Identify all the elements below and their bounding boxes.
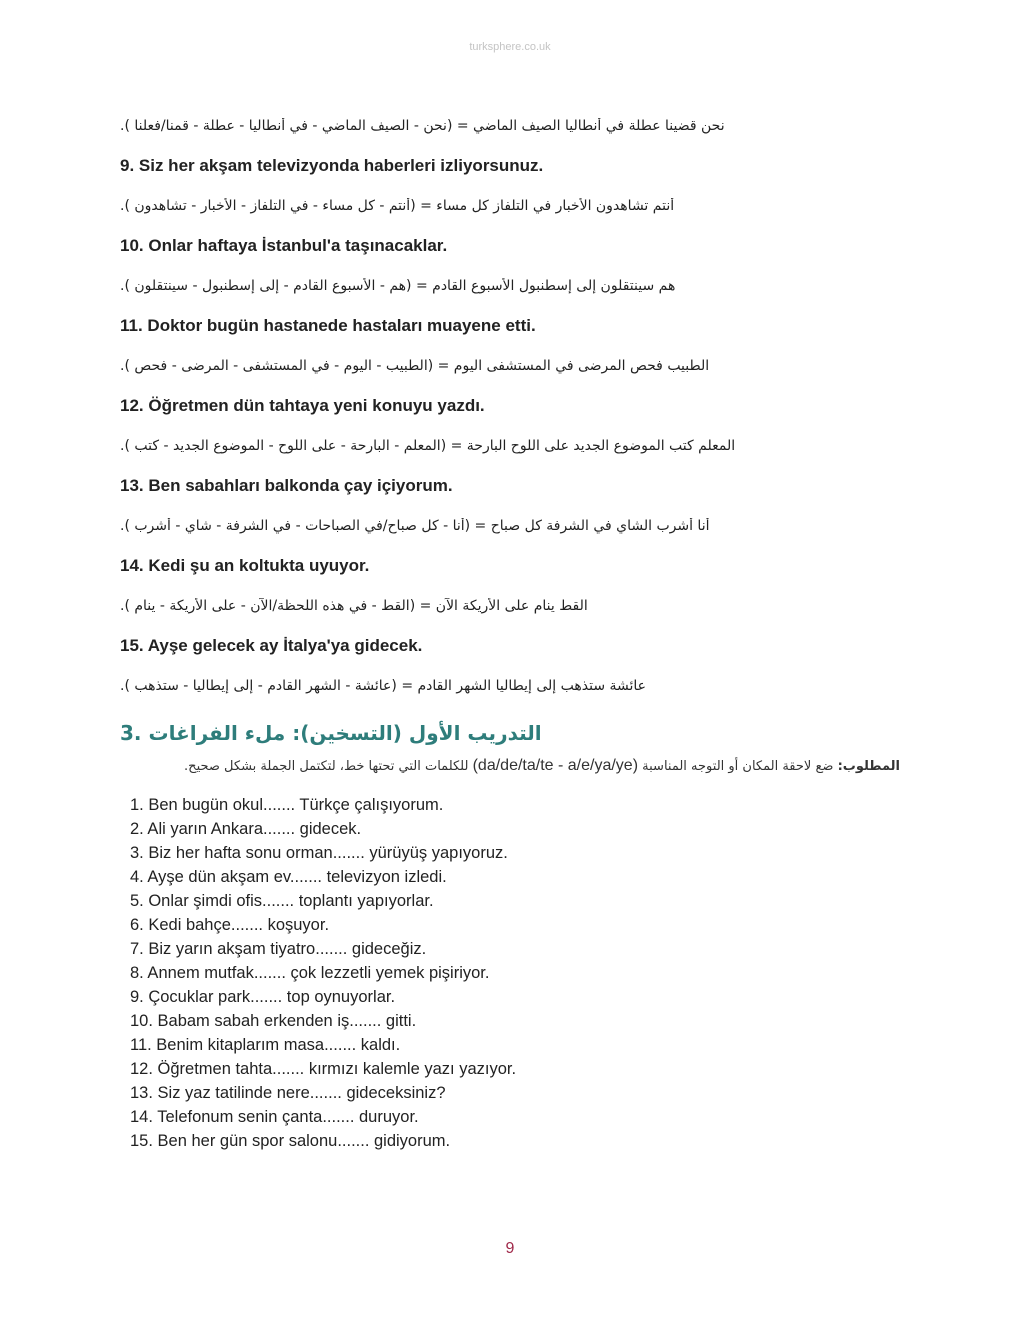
exercise-item: 13. Siz yaz tatilinde nere....... gideceksiniz? [130, 1084, 446, 1102]
turkish-sentence-row [120, 306, 900, 346]
instruction-label: المطلوب: [837, 759, 900, 774]
exercise-item: 15. Ben her gün spor salonu....... gidiyorum. [130, 1132, 451, 1150]
exercise-item: 8. Annem mutfak....... çok lezzetli yemek pişiriyor. [130, 964, 490, 982]
translation-row [120, 186, 900, 226]
translation-row [120, 346, 900, 386]
page-content [120, 118, 900, 1153]
site-header: turksphere.co.uk [469, 41, 551, 53]
turkish-sentence: 12. Öğretmen dün tahtaya yeni konuyu yazdı. [120, 396, 485, 415]
arabic-translation: عائشة ستذهب إلى إيطاليا الشهر القادم = (عائشة - الشهر القادم - إلى إيطاليا - ستذهب ). [120, 678, 647, 694]
turkish-sentence: 14. Kedi şu an koltukta uyuyor. [120, 556, 370, 575]
arabic-translation: أنا أشرب الشاي في الشرفة كل صباح = (أنا - كل صباح/في الصباحات - في الشرفة - شاي - أشرب ). [120, 518, 710, 534]
turkish-sentence: 13. Ben sabahları balkonda çay içiyorum. [120, 476, 453, 495]
turkish-sentence-row [120, 546, 900, 586]
exercise-item: 2. Ali yarın Ankara....... gidecek. [130, 820, 362, 838]
arabic-translation: المعلم كتب الموضوع الجديد على اللوح البارحة = (المعلم - البارحة - على اللوح - الموضوع الجديد - كتب ). [120, 438, 736, 454]
exercise-item: 1. Ben bugün okul....... Türkçe çalışıyorum. [130, 796, 444, 814]
turkish-sentence: 11. Doktor bugün hastanede hastaları muayene etti. [120, 316, 536, 335]
turkish-sentence-row [120, 386, 900, 426]
turkish-sentence-row [120, 626, 900, 666]
turkish-sentence-row [120, 226, 900, 266]
exercise-item: 5. Onlar şimdi ofis....... toplantı yapıyorlar. [130, 892, 434, 910]
section-title [120, 714, 900, 752]
exercise-item: 10. Babam sabah erkenden iş....... gitti. [130, 1012, 417, 1030]
exercise-item: 9. Çocuklar park....... top oynuyorlar. [130, 988, 396, 1006]
exercise-item: 7. Biz yarın akşam tiyatro....... gideceğiz. [130, 940, 427, 958]
exercise-item: 14. Telefonum senin çanta....... duruyor. [130, 1108, 419, 1126]
suffix-list: (da/de/ta/te - a/e/ya/ye) [472, 757, 639, 774]
page-number: 9 [505, 1240, 515, 1257]
translation-row [120, 506, 900, 546]
translation-row [120, 118, 900, 146]
arabic-translation: نحن قضينا عطلة في أنطاليا الصيف الماضي = (نحن - الصيف الماضي - في أنطاليا - عطلة - قمنا/فعلنا ). [120, 118, 725, 134]
exercise-item: 4. Ayşe dün akşam ev....... televizyon izledi. [130, 868, 447, 886]
exercise-instructions [120, 754, 900, 779]
arabic-translation: الطبيب فحص المرضى في المستشفى اليوم = (الطبيب - اليوم - في المستشفى - المرضى - فحص ). [120, 358, 710, 374]
turkish-sentence: 9. Siz her akşam televizyonda haberleri izliyorsunuz. [120, 156, 544, 175]
turkish-sentence-row [120, 466, 900, 506]
translation-row [120, 426, 900, 466]
translation-row [120, 666, 900, 706]
turkish-sentence: 15. Ayşe gelecek ay İtalya'ya gidecek. [120, 636, 423, 655]
translation-row [120, 586, 900, 626]
turkish-sentence-row [120, 146, 900, 186]
turkish-sentence: 10. Onlar haftaya İstanbul'a taşınacaklar. [120, 236, 448, 255]
exercise-item: 12. Öğretmen tahta....... kırmızı kalemle yazı yazıyor. [130, 1060, 517, 1078]
arabic-translation: أنتم تشاهدون الأخبار في التلفاز كل مساء = (أنتم - كل مساء - في التلفاز - الأخبار - تشاهدون ). [120, 198, 675, 214]
exercise-item: 3. Biz her hafta sonu orman....... yürüyüş yapıyoruz. [130, 844, 508, 862]
exercise-item: 11. Benim kitaplarım masa....... kaldı. [130, 1036, 401, 1054]
instruction-tail: للكلمات التي تحتها خط، لتكتمل الجملة بشكل صحيح. [184, 759, 469, 774]
arabic-translation: هم سينتقلون إلى إسطنبول الأسبوع القادم = (هم - الأسبوع القادم - إلى إسطنبول - سينتقلون ). [120, 278, 676, 294]
arabic-translation: القط ينام على الأريكة الآن = (القط - في هذه اللحظة/الآن - على الأريكة - ينام ). [120, 598, 588, 614]
exercise-list [120, 793, 900, 1153]
instruction-text: ضع لاحقة المكان أو التوجه المناسبة [642, 759, 834, 774]
translation-row [120, 266, 900, 306]
exercise-item: 6. Kedi bahçe....... koşuyor. [130, 916, 330, 934]
section-title-text: التدريب الأول (التسخين): ملء الفراغات .3 [120, 721, 542, 745]
